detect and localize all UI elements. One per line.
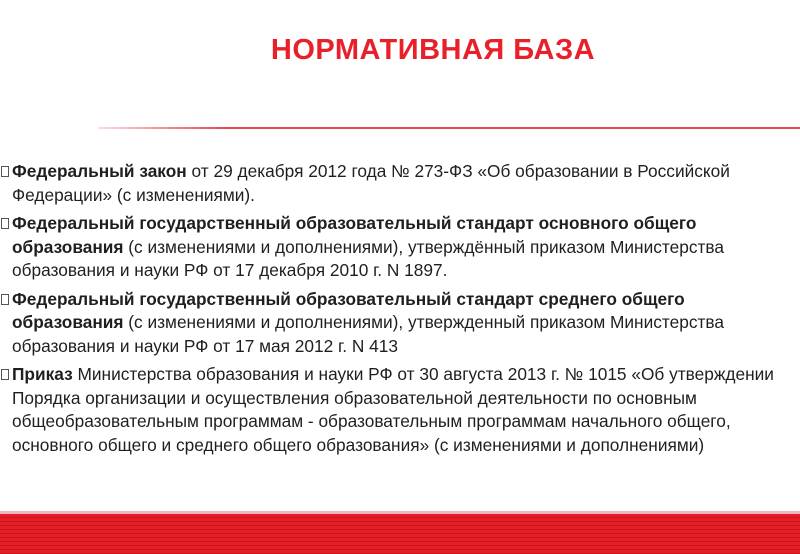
item-bold-label: Приказ [12,364,73,384]
item-text: (с изменениями и дополнениями), утвержденный приказом Министерства образования и науки РФ от 17 мая 2012 г. N 413 [12,312,724,356]
title-divider [98,127,800,129]
item-bold-label: Федеральный государственный образовательный стандарт среднего общего образования [12,288,685,332]
item-bold-label: Федеральный государственный образовательный стандарт основного общего образования [12,213,697,257]
regulation-list [0,160,790,462]
square-bullet-icon [1,218,9,229]
item-text: (с изменениями и дополнениями), утверждённый приказом Министерства образования и науки РФ от 17 декабря 2010 г. N 1897. [12,236,724,280]
item-text: от 29 декабря 2012 года № 273-ФЗ «Об образовании в Российской Федерации» (с изменениями). [12,161,730,205]
square-bullet-icon [1,369,9,380]
page-title: НОРМАТИВНАЯ БАЗА [270,34,596,66]
list-item [0,160,790,207]
item-bold-label: Федеральный закон [12,161,187,181]
square-bullet-icon [1,166,9,177]
list-item [0,288,790,359]
item-text: Министерства образования и науки РФ от 30 августа 2013 г. № 1015 «Об утверждении Порядка организации и осуществления образовательной деятельности по основным общеобразовательным программам - образовательным программам начального общего, основного общего и среднего общего образования» (с изменениями и дополнениями) [12,364,774,455]
square-bullet-icon [1,294,9,305]
list-item [0,212,790,283]
footer-bar [0,514,800,554]
list-item [0,363,790,457]
